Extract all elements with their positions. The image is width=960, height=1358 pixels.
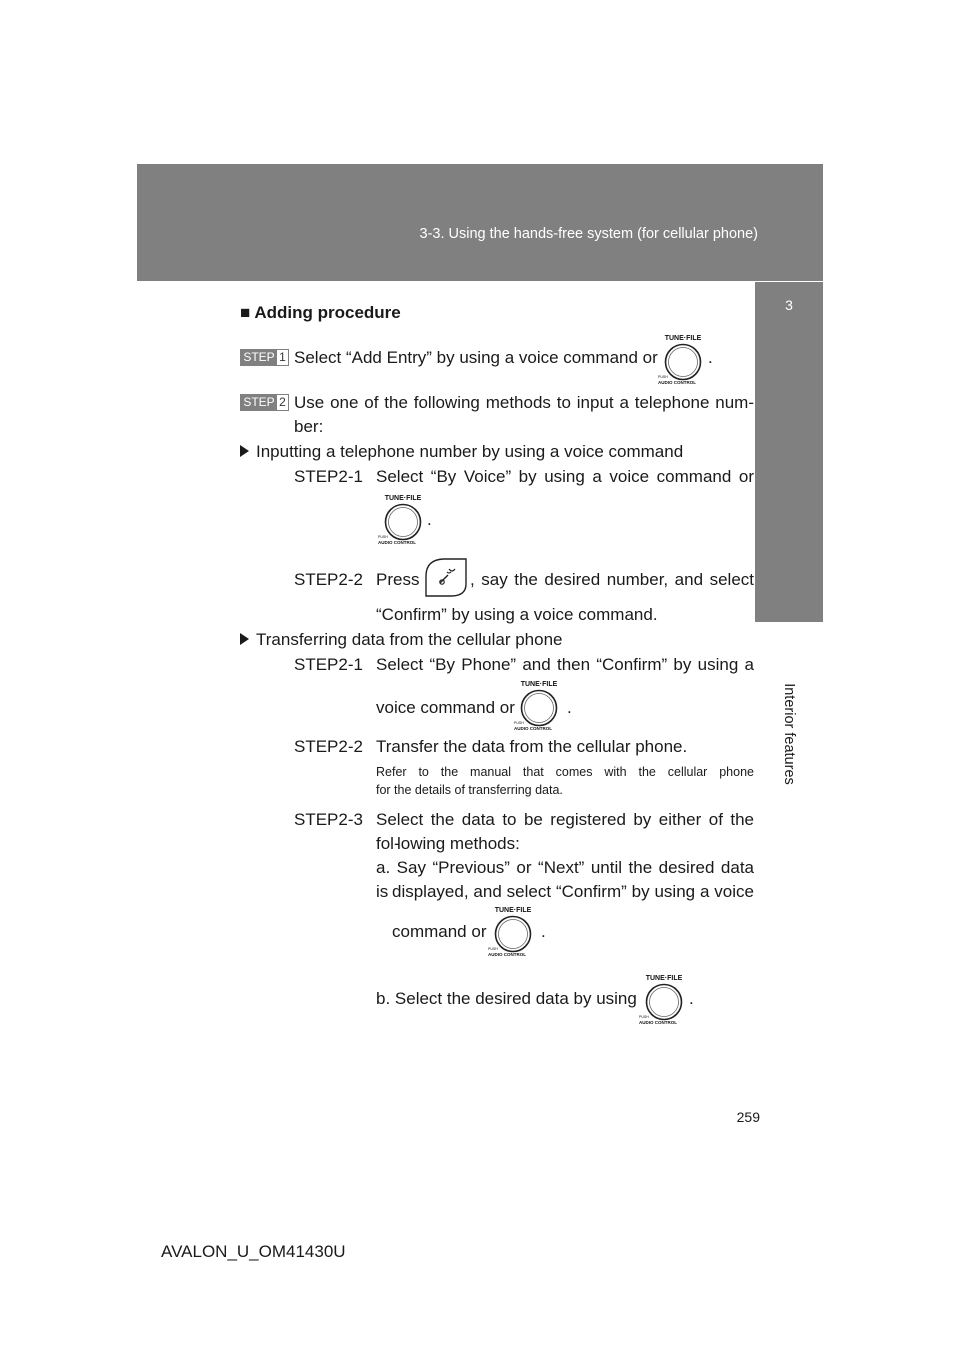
voice-step-2-label: STEP2-2 [294,570,363,589]
svg-text:PUSH: PUSH [514,721,524,725]
section-title: ■ Adding procedure [240,303,401,322]
triangle-bullet-icon [240,445,249,457]
step-badge-number: 1 [277,350,288,365]
option-b-text: b. Select the desired data by using [376,989,637,1008]
svg-text:TUNE·FILE: TUNE·FILE [384,495,422,502]
phone-step-1-line-1: Select “By Phone” and then “Confirm” by using a [376,655,754,674]
voice-step-1-end: . [427,510,432,529]
tune-file-knob-icon [653,330,715,391]
voice-step-2-line-2: “Confirm” by using a voice command. [376,605,658,624]
chapter-tab [755,282,823,622]
chapter-title: 3-3. Using the hands-free system (for cellular phone) [419,226,758,242]
header-bar [137,164,823,281]
phone-step-1-label: STEP2-1 [294,655,363,674]
phone-step-2-text: Transfer the data from the cellular phone. [376,737,688,756]
tune-file-knob-icon [509,676,571,737]
step-1-badge [240,349,289,366]
chapter-tab-label-text: Interior features [781,682,797,785]
option-a-line-2: displayed, and select “Confirm” by using a voice [392,882,754,901]
svg-text:TUNE·FILE: TUNE·FILE [664,335,702,342]
page-number: 259 [736,1109,760,1125]
svg-text:TUNE·FILE: TUNE·FILE [520,681,558,688]
svg-text:AUDIO CONTROL: AUDIO CONTROL [639,1020,677,1025]
svg-text:PUSH: PUSH [639,1015,649,1019]
method-phone-heading [240,628,562,652]
tune-file-knob-icon [483,902,545,963]
phone-step-1-line-2: voice command or [376,698,515,717]
step-badge-number: 2 [277,395,288,410]
svg-text:TUNE·FILE: TUNE·FILE [494,907,532,914]
svg-text:PUSH: PUSH [488,947,498,951]
tune-file-knob-icon [634,970,696,1031]
svg-text:AUDIO CONTROL: AUDIO CONTROL [658,380,696,385]
voice-step-2-text: , say the desired number, and select [470,570,754,589]
phone-step-2-note-2: for the details of transferring data. [376,783,563,797]
document-code: AVALON_U_OM41430U [161,1242,346,1261]
svg-text:PUSH: PUSH [378,535,388,539]
phone-step-2-note-1: Refer to the manual that comes with the cellular phone [376,765,754,779]
step-1-end: . [708,348,713,367]
method-voice-heading [240,440,683,464]
method-voice-title: Inputting a telephone number by using a voice command [256,442,684,461]
voice-step-1-label: STEP2-1 [294,467,363,486]
chapter-number: 3 [785,297,793,313]
option-a-line-3: command or [392,922,487,941]
talk-switch-icon [423,556,469,605]
method-phone-title: Transferring data from the cellular phone [256,630,563,649]
option-a-line-1: a. Say “Previous” or “Next” until the desired data is [376,858,754,901]
tune-file-knob-icon [373,490,435,551]
phone-step-2-label: STEP2-2 [294,737,363,756]
chapter-tab-label [772,666,806,801]
phone-step-3-line-1: Select the data to be registered by either of the fol- [376,810,754,853]
svg-text:PUSH: PUSH [658,375,668,379]
svg-text:AUDIO CONTROL: AUDIO CONTROL [378,540,416,545]
triangle-bullet-icon [240,633,249,645]
step-2-badge [240,394,289,411]
step-2-line-2: ber: [294,417,324,436]
svg-text:AUDIO CONTROL: AUDIO CONTROL [488,952,526,957]
svg-text:TUNE·FILE: TUNE·FILE [645,975,683,982]
step-1-text: Select “Add Entry” by using a voice command or [294,348,658,367]
svg-text:AUDIO CONTROL: AUDIO CONTROL [514,726,552,731]
option-a-end: . [541,922,546,941]
step-2-line-1: Use one of the following methods to input a telephone num- [294,393,754,412]
phone-step-3-label: STEP2-3 [294,810,363,829]
phone-step-3-line-2: lowing methods: [397,834,520,853]
step-badge-label: STEP [241,350,277,365]
step-badge-label: STEP [241,395,277,410]
voice-step-1-text: Select “By Voice” by using a voice command or [376,467,754,486]
phone-step-1-end: . [567,698,572,717]
option-b-end: . [689,989,694,1008]
voice-step-2-press: Press [376,570,420,589]
